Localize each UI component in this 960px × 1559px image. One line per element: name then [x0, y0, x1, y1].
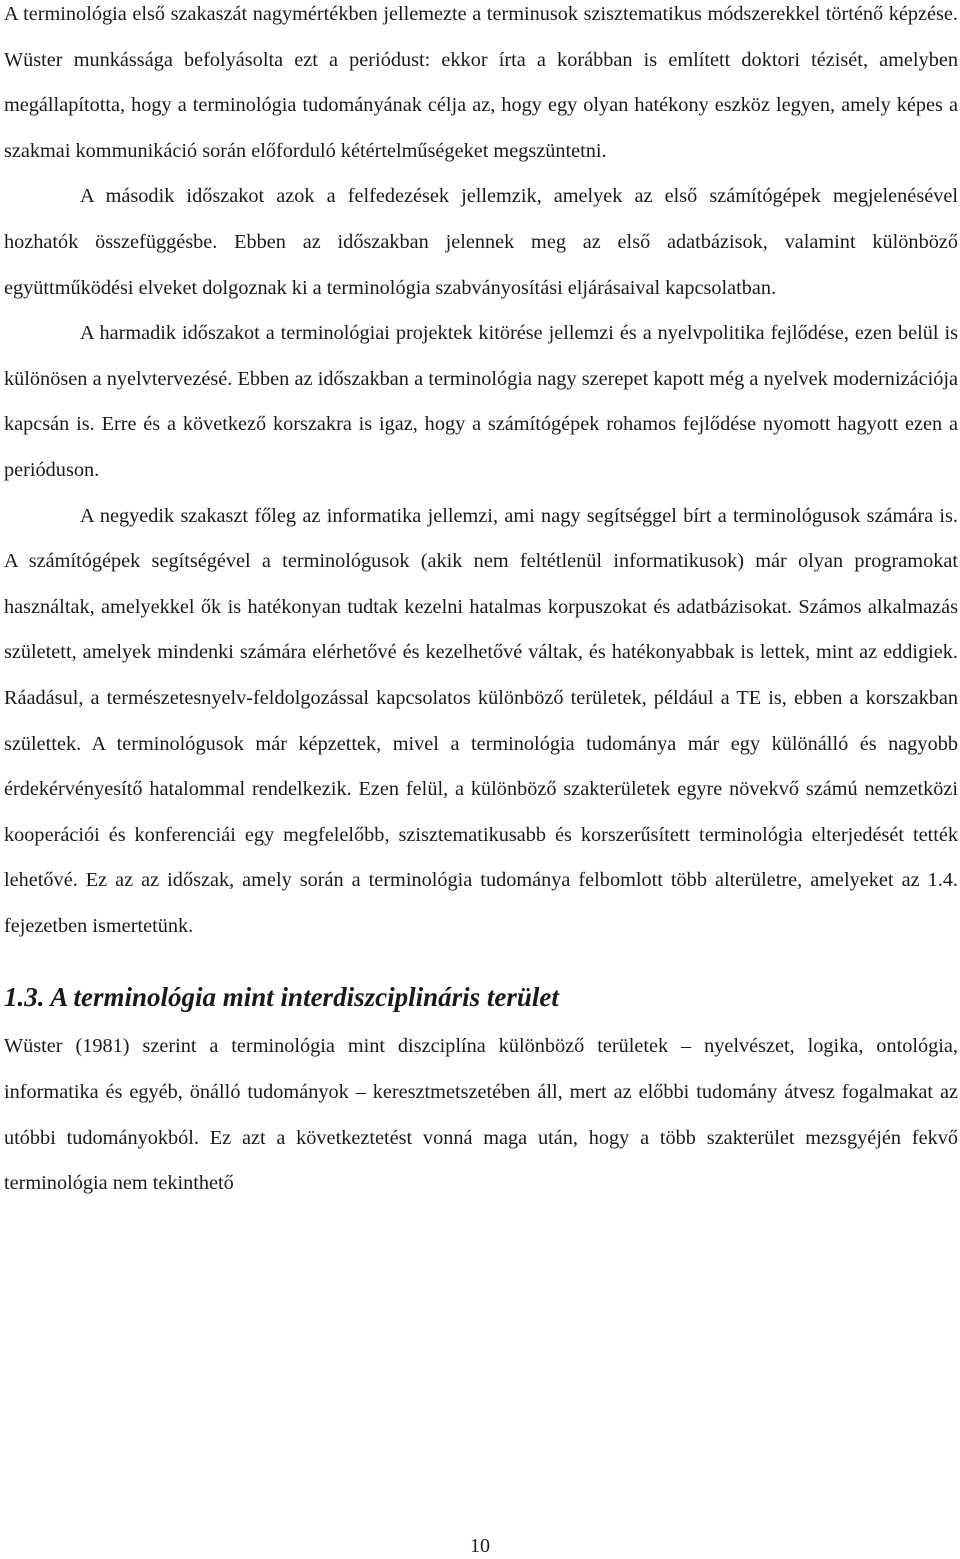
section-heading: 1.3. A terminológia mint interdiszciplináris terület [4, 982, 559, 1013]
paragraph-second-period: A második időszakot azok a felfedezések jellemzik, amelyek az első számítógépek megjelenésével hozhatók összefüggésbe. Ebben az időszakban jelennek meg az első adatbázisok, valamint különböző együttműködési elveket dolgoznak ki a terminológia szabványosítási eljárásaival kapcsolatban. [4, 185, 958, 299]
paragraph-interdisciplinary: Wüster (1981) szerint a terminológia mint diszciplína különböző területek – nyelvészet, logika, ontológia, informatika és egyéb, önálló tudományok – keresztmetszetében áll, mert az előbbi tudomány átvesz fogalmakat az utóbbi tudományokból. Ez azt a következtetést vonná maga után, hogy a több szakterület mezsgyéjén fekvő terminológia nem tekinthető [4, 1035, 958, 1195]
paragraph-first-period: A terminológia első szakaszát nagymértékben jellemezte a terminusok szisztematikus módszerekkel történő képzése. Wüster munkássága befolyásolta ezt a periódust: ekkor írta a korábban is említett doktori tézisét, amelyben megállapította, hogy a terminológia tudományának célja az, hogy egy olyan hatékony eszköz legyen, amely képes a szakmai kommunikáció során előforduló kétértelműségeket megszüntetni. [4, 3, 958, 162]
paragraph-third-period: A harmadik időszakot a terminológiai projektek kitörése jellemzi és a nyelvpolitika fejlődése, ezen belül is különösen a nyelvtervezésé. Ebben az időszakban a terminológia nagy szerepet kapott még a nyelvek modernizációja kapcsán is. Erre és a következő korszakra is igaz, hogy a számítógépek rohamos fejlődése nyomott hagyott ezen a perióduson. [4, 322, 958, 481]
document-page [4, 0, 958, 1207]
paragraph-fourth-period: A negyedik szakaszt főleg az informatika jellemzi, ami nagy segítséggel bírt a terminológusok számára is. A számítógépek segítségével a terminológusok (akik nem feltétlenül informatikusok) már olyan programokat használtak, amelyekkel ők is hatékonyan tudtak kezelni hatalmas korpuszokat és adatbázisokat. Számos alkalmazás született, amelyek mindenki számára elérhetővé és kezelhetővé váltak, és hatékonyabbak is lettek, mint az eddigiek. Ráadásul, a természetesnyelv-feldolgozással kapcsolatos különböző területek, például a TE is, ebben a korszakban születtek. A terminológusok már képzettek, mivel a terminológia tudománya már egy különálló és nagyobb érdekérvényesítő hatalommal rendelkezik. Ezen felül, a különböző szakterületek egyre növekvő számú nemzetközi kooperációi és konferenciái egy megfelelőbb, szisztematikusabb és korszerűsített terminológia elterjedését tették lehetővé. Ez az az időszak, amely során a terminológia tudománya felbomlott több alterületre, amelyeket az 1.4. fejezetben ismertetünk. [4, 504, 958, 937]
page-number: 10 [470, 1535, 490, 1557]
